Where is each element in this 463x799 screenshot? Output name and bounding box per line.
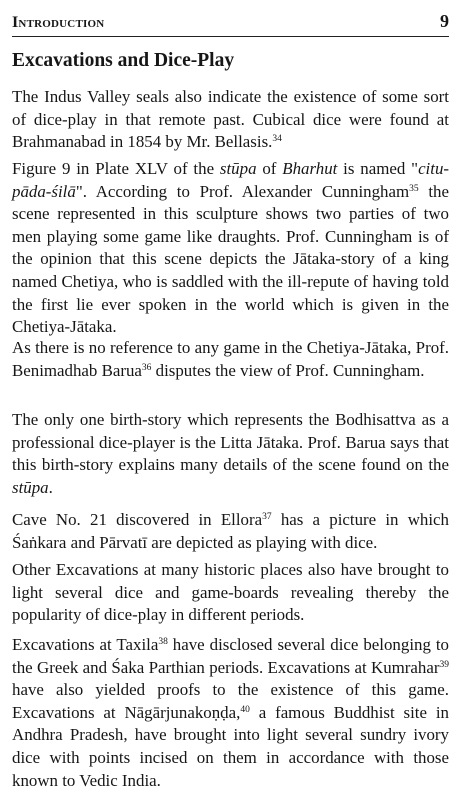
- footnote-ref: 34: [272, 134, 282, 145]
- text-run: Cave No. 21 discovered in Ellora: [12, 510, 263, 529]
- text-run: have disclosed several dice belonging to the Greek and Śaka Parthian periods. Excavations at Kumrahar: [12, 635, 450, 677]
- text-run: Other Excavations at many historic places also have brought to light several dice and game-boards revealing thereby the popularity of dice-play in different periods.: [12, 560, 449, 625]
- footnote-ref: 38: [158, 637, 168, 647]
- paragraph: [12, 634, 449, 792]
- footnote-ref: 35: [409, 183, 419, 194]
- italic-term: stūpa: [219, 159, 257, 178]
- text-run: have also yielded proofs to the existence of this game. Excavations at Nāgārjunakoṇḍa,: [12, 680, 449, 722]
- text-run: ". According to Prof. Alexander Cunningham: [75, 181, 410, 201]
- page-number: 9: [440, 11, 449, 31]
- italic-term: stūpa: [12, 477, 49, 497]
- paragraph: [12, 409, 449, 499]
- section-heading: Excavations and Dice-Play: [12, 50, 235, 71]
- page-header: [12, 10, 449, 37]
- running-head: Introduction: [12, 14, 105, 31]
- italic-term: Bharhut: [282, 159, 338, 178]
- footnote-ref: 37: [262, 512, 272, 522]
- footnote-ref: 39: [439, 659, 449, 670]
- italic-term: citu-pāda-śilā: [12, 159, 450, 201]
- text-run: The only one birth-story which represents the Bodhisattva as a professional dice-player is the Litta Jātaka. Prof. Barua says that this birth-story explains many details of the scene found on the: [12, 410, 449, 475]
- paragraph: [12, 158, 449, 339]
- text-run: of: [256, 159, 283, 178]
- text-run: .: [48, 477, 53, 497]
- text-run: has a picture in which Śaṅkara and Pārvatī are depicted as playing with dice.: [12, 510, 449, 552]
- text-run: is named ": [337, 159, 419, 178]
- text-run: Figure 9 in Plate XLV of the: [12, 159, 220, 178]
- paragraph: [12, 337, 449, 382]
- paragraph: [12, 559, 449, 627]
- paragraph: [12, 509, 449, 554]
- text-run: The Indus Valley seals also indicate the existence of some sort of dice-play in that remote past. Cubical dice were found at Brahmanabad in 1854 by Mr. Bellasis.: [12, 87, 449, 152]
- paragraph: [12, 86, 449, 154]
- footnote-ref: 36: [141, 362, 152, 373]
- text-run: Excavations at Taxila: [12, 635, 159, 654]
- footnote-ref: 40: [240, 704, 250, 715]
- text-run: disputes the view of Prof. Cunningham.: [151, 360, 425, 380]
- text-run: a famous Buddhist site in Andhra Pradesh, have brought into light several sundry ivory dice with points incised on them in accordance with those known to Vedic India.: [12, 702, 449, 790]
- text-run: As there is no reference to any game in the Chetiya-Jātaka, Prof. Benimadhab Barua: [12, 338, 449, 380]
- text-run: the scene represented in this sculpture shows two parties of two men playing some game like draughts. Prof. Cunningham is of the opinion that this scene depicts the Jātaka-story of a king named Chetiya, who is saddled with the ill-repute of having told the first lie ever spoken in the world which is given in the Chetiya-Jātaka.: [12, 181, 450, 337]
